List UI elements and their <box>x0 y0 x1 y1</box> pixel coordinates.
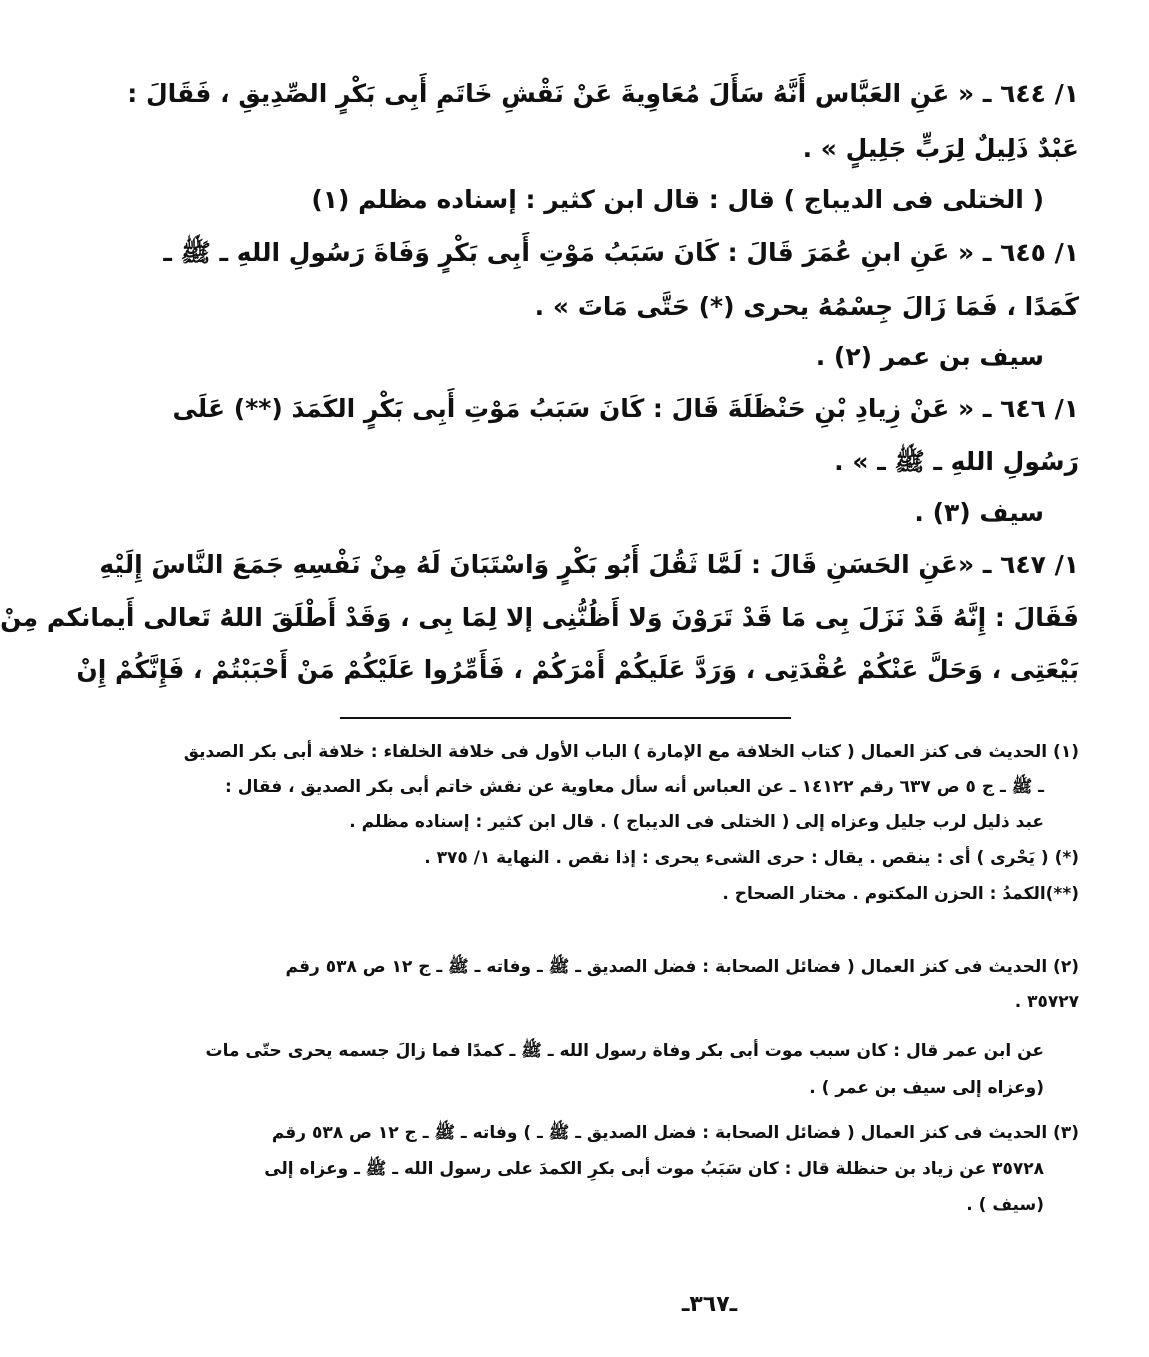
footnote-3-line-2: ٣٥٧٢٨ عن زياد بن حنظلة قال : كان سَبَبُ موت أبى بكرِ الكمدَ على رسول الله ـ ﷺ ـ وعزاه إلى <box>264 1159 1044 1179</box>
footnote-1-line-2: ـ ﷺ ـ ج ٥ ص ٦٣٧ رقم ١٤١٢٢ ـ عن العباس أنه سأل معاوية عن نقش خاتم أبى بكر الصديق ، فقال : <box>225 777 1044 797</box>
footnote-2-line-3: عن ابن عمر قال : كان سبب موت أبى بكر وفاة رسول الله ـ ﷺ ـ كمدًا فما زالَ جسمه يحرى حتّى مات <box>205 1041 1044 1061</box>
hadith-644-line-1: ١/ ٦٤٤ ـ « عَنِ العَبَّاس أَنَّهُ سَأَلَ مُعَاوِيةَ عَنْ نَقْشِ خَاتَمِ أَبِى بَكْرٍ الصِّدِيقِ ، فَقَالَ : <box>127 79 1079 108</box>
footnote-1-line-1: (١) الحديث فى كنز العمال ( كتاب الخلافة مع الإمارة ) الباب الأول فى خلافة الخلفاء : خلافة أبى بكر الصديق <box>183 742 1079 762</box>
hadith-644-source: ( الختلى فى الديباج ) قال : قال ابن كثير : إسناده مظلم (١) <box>311 185 1044 214</box>
hadith-647-line-1: ١/ ٦٤٧ ـ «عَنِ الحَسَنِ قَالَ : لَمَّا ثَقُلَ أَبُو بَكْرٍ وَاسْتَبَانَ لَهُ مِنْ نَفْسِهِ جَمَعَ النَّاسَ إِلَيْهِ <box>99 550 1079 579</box>
hadith-646-line-2: رَسُولِ اللهِ ـ ﷺ ـ » . <box>834 447 1079 476</box>
hadith-644-line-2: عَبْدٌ ذَلِيلٌ لِرَبٍّ جَلِيلٍ » . <box>802 134 1079 163</box>
footnote-3-line-1: (٣) الحديث فى كنز العمال ( فضائل الصحابة : فضل الصديق ـ ﷺ ـ ) وفاته ـ ﷺ ـ ج ١٢ ص ٥٣٨ رقم <box>271 1123 1079 1143</box>
footnote-2-line-4: (وعزاه إلى سيف بن عمر ) . <box>809 1078 1044 1098</box>
page-number: ـ٣٦٧ـ <box>681 1292 738 1317</box>
footnote-star: (*) ( يَحْرى ) أى : ينقص . يقال : حرى الشىء يحرى : إذا نقص . النهاية ١/ ٣٧٥ . <box>424 848 1079 868</box>
hadith-645-source: سيف بن عمر (٢) . <box>815 342 1044 371</box>
footnote-3-line-3: (سيف ) . <box>966 1195 1044 1215</box>
footnote-divider <box>340 717 791 719</box>
hadith-646-source: سيف (٣) . <box>914 498 1044 527</box>
hadith-645-line-2: كَمَدًا ، فَمَا زَالَ جِسْمُهُ يحرى (*) حَتَّى مَاتَ » . <box>534 292 1079 321</box>
hadith-646-line-1: ١/ ٦٤٦ ـ « عَنْ زِيادِ بْنِ حَنْظَلَةَ قَالَ : كَانَ سَبَبُ مَوْتِ أَبِى بَكْرٍ الكَمَدَ (**) عَلَى <box>172 394 1079 423</box>
footnote-1-line-3: عبد ذليل لرب جليل وعزاه إلى ( الختلى فى الديباج ) . قال ابن كثير : إسناده مظلم . <box>349 812 1044 832</box>
footnote-2-line-2: ٣٥٧٢٧ . <box>1014 992 1079 1012</box>
hadith-647-line-2: فَقَالَ : إِنَّهُ قَدْ نَزَلَ بِى مَا قَدْ تَرَوْنَ وَلا أَظُنُّنِى إلا لِمَا بِى ، وَقَدْ أَطْلَقَ اللهُ تَعالى أَيمانكم مِنْ <box>0 603 1079 632</box>
footnote-double-star: (**)الكمدُ : الحزن المكتوم . مختار الصحاح . <box>722 884 1079 904</box>
footnote-2-line-1: (٢) الحديث فى كنز العمال ( فضائل الصحابة : فضل الصديق ـ ﷺ ـ وفاته ـ ﷺ ـ ج ١٢ ص ٥٣٨ رقم <box>285 957 1079 977</box>
hadith-647-line-3: بَيْعَتِى ، وَحَلَّ عَنْكُمْ عُقْدَتِى ، وَرَدَّ عَلَيكُمْ أَمْرَكُمْ ، فَأَمِّرُوا عَلَيْكُمْ مَنْ أَحْبَبْتُمْ ، فَإِنَّكُمْ إِنْ <box>76 655 1079 684</box>
hadith-645-line-1: ١/ ٦٤٥ ـ « عَنِ ابنِ عُمَرَ قَالَ : كَانَ سَبَبُ مَوْتِ أَبِى بَكْرٍ وَفَاةَ رَسُولِ اللهِ ـ ﷺ ـ <box>163 238 1079 267</box>
